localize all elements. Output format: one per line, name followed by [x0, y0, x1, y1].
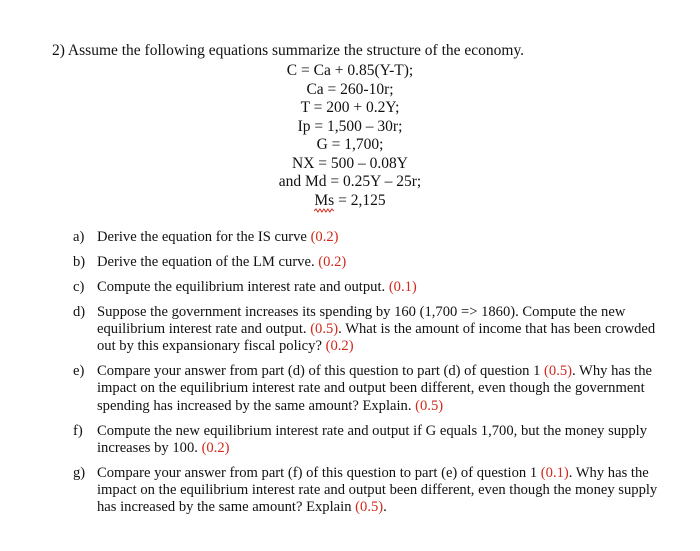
question-text-segment: . [383, 499, 387, 516]
point-value: (0.5) [544, 363, 573, 380]
point-value: (0.1) [388, 278, 417, 295]
point-value: (0.2) [325, 338, 354, 355]
equation-block [200, 62, 500, 210]
question-item [73, 363, 673, 415]
question-item [73, 423, 673, 458]
question-text-segment: Compute the equilibrium interest rate and output. [97, 278, 389, 295]
question-text-segment: Compute the new equilibrium interest rate and output if G equals 1,700, but the money supply increases by 100. [97, 422, 648, 456]
equation-consumption: C = Ca + 0.85(Y-T); [286, 62, 414, 79]
question-text-segment: Compare your answer from part (f) of this question to part (e) of question 1 [97, 464, 541, 481]
point-value: (0.2) [201, 439, 230, 456]
question-text-segment: Suppose the government increases its spending by 160 (1,700 => 1860). Compute the new equilibrium interest rate and output. [97, 303, 626, 337]
question-label: c) [73, 278, 85, 295]
equation-taxes: T = 200 + 0.2Y; [300, 99, 400, 116]
question-label: b) [73, 253, 86, 270]
equation-net-exports: NX = 500 – 0.08Y [292, 154, 408, 172]
question-item [73, 229, 673, 246]
point-value: (0.1) [540, 464, 569, 481]
question-list [73, 229, 673, 524]
point-value: (0.2) [310, 229, 339, 245]
question-label: e) [73, 363, 85, 380]
question-text [97, 279, 673, 296]
problem-title: 2) Assume the following equations summarize the structure of the economy. [52, 42, 525, 59]
question-text [97, 304, 673, 356]
question-item [73, 304, 673, 356]
question-text-segment: Derive the equation for the IS curve [97, 229, 311, 245]
question-text [97, 363, 673, 415]
money-supply-symbol [314, 192, 334, 211]
question-text [97, 229, 673, 246]
question-text-segment: . Why has the impact on the equilibrium interest rate and output been different, even though the money supply has increased by the same amount? Explain [97, 464, 658, 516]
question-text-segment: . Why has the impact on the equilibrium interest rate and output been different, even though the government spending has increased by the same amount? Explain. [97, 363, 652, 414]
point-value: (0.5) [415, 397, 444, 414]
question-label: f) [73, 422, 83, 439]
equation-money-supply [200, 192, 500, 211]
question-item [73, 254, 673, 271]
spellcheck-underline-icon [314, 208, 334, 213]
equation-autonomous-consumption: Ca = 260-10r; [306, 80, 394, 98]
question-text-segment: Compare your answer from part (d) of this question to part (d) of question 1 [97, 363, 545, 380]
equation-government: G = 1,700; [316, 136, 384, 153]
equation-investment: Ip = 1,500 – 30r; [297, 117, 403, 135]
question-label: g) [73, 464, 86, 481]
equation-money-demand: and Md = 0.25Y – 25r; [278, 173, 422, 190]
question-label: a) [73, 229, 85, 245]
money-supply-symbol-text: Ms [314, 191, 335, 209]
question-item [73, 465, 673, 517]
question-label: d) [73, 303, 86, 320]
money-supply-value: = 2,125 [334, 191, 386, 209]
question-text-segment: . What is the amount of income that has been crowded out by this expansionary fiscal policy? [97, 320, 656, 355]
question-item [73, 279, 673, 296]
question-text [97, 423, 673, 458]
question-text [97, 465, 673, 517]
point-value: (0.5) [355, 499, 384, 516]
point-value: (0.5) [310, 320, 339, 337]
point-value: (0.2) [318, 253, 347, 270]
question-text [97, 254, 673, 271]
question-text-segment: Derive the equation of the LM curve. [97, 253, 319, 270]
